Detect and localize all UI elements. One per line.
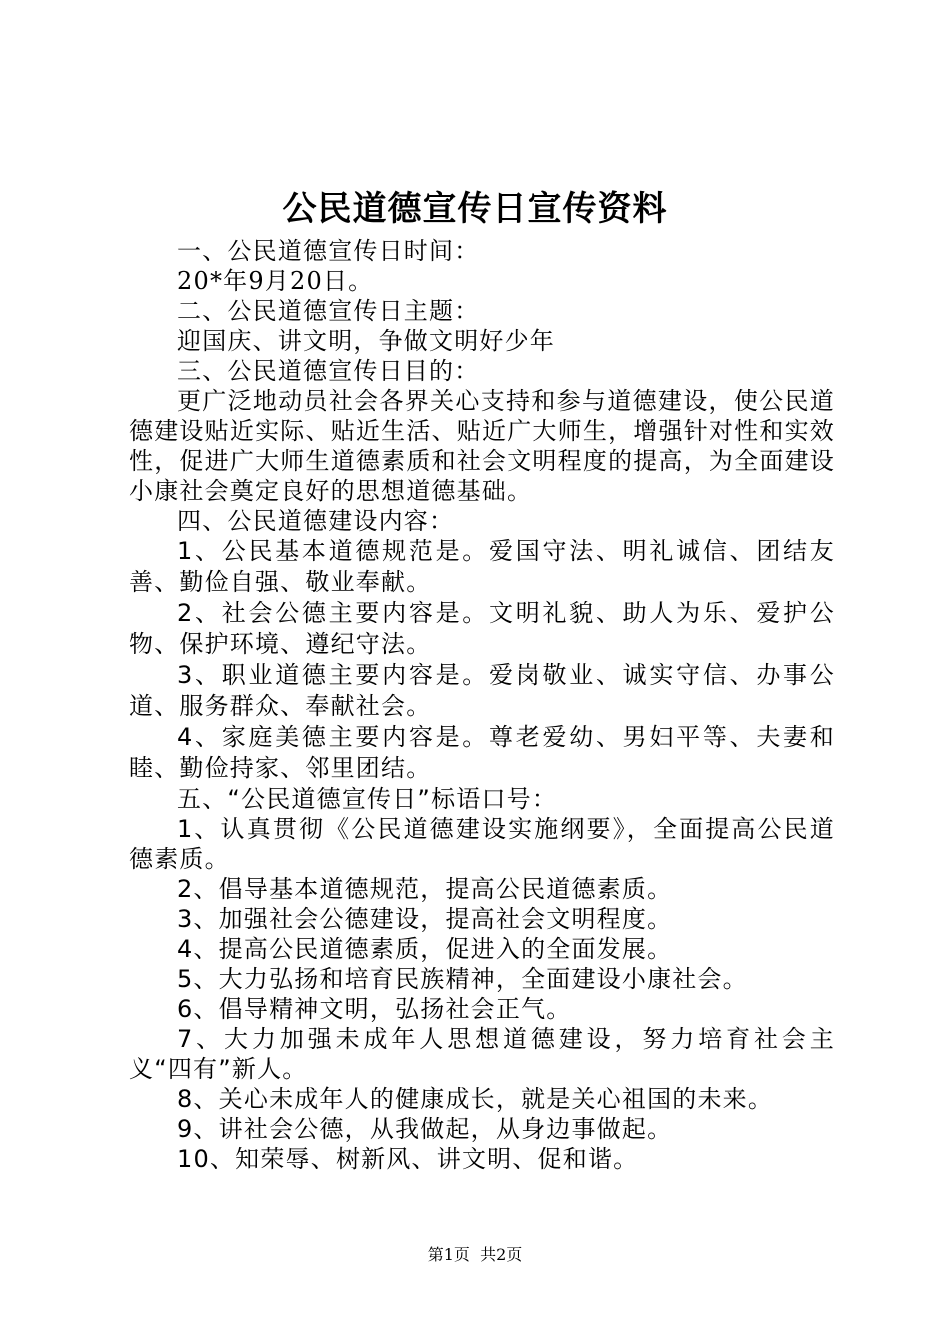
- slogan-item: 9、讲社会公德，从我做起，从身边事做起。: [177, 1115, 673, 1143]
- slogan-item: 8、关心未成年人的健康成长，就是关心祖国的未来。: [177, 1085, 774, 1113]
- slogan-item: 10、知荣辱、树新风、讲文明、促和谐。: [177, 1145, 639, 1173]
- slogan-item: 5、大力弘扬和培育民族精神，全面建设小康社会。: [177, 965, 748, 993]
- section-3-text: 更广泛地动员社会各界关心支持和参与道德建设，使公民道德建设贴近实际、贴近生活、贴近广大师生，增强针对性和实效性，促进广大师生道德素质和社会文明程度的提高，为全面建设小康社会奠定良好的思想道德基础。: [129, 387, 835, 505]
- page-footer: [0, 1243, 950, 1267]
- section-2-text: 迎国庆、讲文明，争做文明好少年: [177, 327, 555, 355]
- section-4-item-text: 尊老爱幼、男妇平等、夫妻和睦、勤俭持家、邻里团结。: [129, 723, 835, 782]
- section-4-item-lead: 4、家庭美德主要内容是。: [177, 723, 490, 751]
- section-5-heading: 五、“公民道德宣传日”标语口号：: [177, 785, 558, 813]
- section-4-item-text: 文明礼貌、助人为乐、爱护公物、保护环境、遵纪守法。: [129, 599, 835, 658]
- page-number: 第1页: [427, 1245, 470, 1264]
- section-4-item: [129, 722, 835, 784]
- slogan-item: 7、大力加强未成年人思想道德建设，努力培育社会主义“四有”新人。: [129, 1025, 835, 1083]
- section-4-item-lead: 3、职业道德主要内容是。: [177, 661, 490, 689]
- section-4-item-lead: 1、公民基本道德规范是。: [177, 537, 490, 565]
- slogan-item: 3、加强社会公德建设，提高社会文明程度。: [177, 905, 673, 933]
- section-4-heading: 四、公民道德建设内容：: [177, 507, 455, 535]
- section-1-heading: 一、公民道德宣传日时间：: [177, 237, 480, 265]
- section-3-heading: 三、公民道德宣传日目的：: [177, 357, 480, 385]
- section-4-item: [129, 660, 835, 722]
- section-4-item-text: 爱国守法、明礼诚信、团结友善、勤俭自强、敬业奉献。: [129, 537, 835, 596]
- document-body: [129, 236, 835, 1174]
- document-title: 公民道德宣传日宣传资料: [282, 189, 668, 229]
- section-4-item-text: 爱岗敬业、诚实守信、办事公道、服务群众、奉献社会。: [129, 661, 835, 720]
- section-4-item-lead: 2、社会公德主要内容是。: [177, 599, 490, 627]
- slogan-item: 4、提高公民道德素质，促进入的全面发展。: [177, 935, 673, 963]
- section-1-text: 20*年9月20日。: [177, 267, 374, 295]
- section-2-heading: 二、公民道德宣传日主题：: [177, 297, 480, 325]
- slogan-item: 2、倡导基本道德规范，提高公民道德素质。: [177, 875, 673, 903]
- slogan-item: 6、倡导精神文明，弘扬社会正气。: [177, 995, 572, 1023]
- section-4-item: [129, 598, 835, 660]
- page-total: 共2页: [480, 1245, 523, 1264]
- slogan-item: 1、认真贯彻《公民道德建设实施纲要》，全面提高公民道德素质。: [129, 815, 835, 873]
- section-4-item: [129, 536, 835, 598]
